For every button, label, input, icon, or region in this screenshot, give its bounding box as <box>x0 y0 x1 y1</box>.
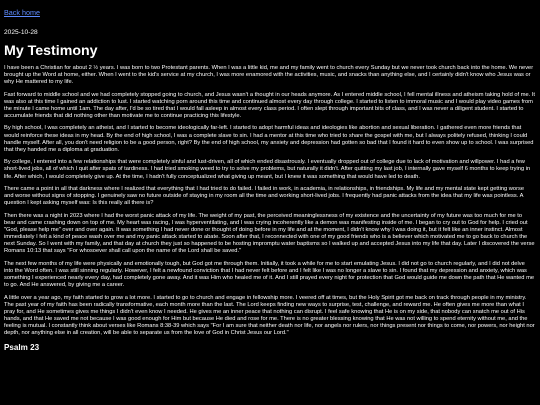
next-section-heading: Psalm 23 <box>4 342 40 352</box>
testimony-page <box>4 2 535 353</box>
paragraph-5: There came a point in all that darkness where I realized that everything that I had tried to do failed. I failed in work, in academia, in relationships, in friendships. My life and my mental state kept getting worse and worse without signs of stopping. I genuinely saw no future outside of staying in my room all the time and working short-lived jobs. I frequently had panic attacks from the idea that my life was pointless. A question I kept asking myself was: Is this really all there is? <box>4 185 525 207</box>
paragraph-1: I have been a Christian for about 2 ½ years. I was born to two Protestant parents. When I was a little kid, me and my family went to church every Sunday but we never took church back into the home. We never brought up the Word at home, either. When I went to the kid's service at my church, I was more enamored with the activities, music, and snacks than anything else, and I certainly didn't know who Jesus was or why He mattered to my life. <box>4 65 534 86</box>
paragraph-3: By high school, I was completely an atheist, and I started to become ideologically far-left. I started to adopt harmful ideas and ideologies like abortion and sexual liberation. I gathered even more friends that would reinforce these ideas in my head. By the end of high school, I was a complete slave to sin. I had a mentor at this time who tried to share the gospel with me, but I always politely refused, thinking I could handle myself. After all, you don't need religion to be a good person, right? By the end of high school, my anxiety and depression had gotten so bad that I found it hard to even show up to school. I was surprised that they handed me a diploma at graduation. <box>4 125 534 153</box>
paragraph-8: A little over a year ago, my faith started to grow a lot more. I started to go to church and engage in fellowship more. I veered off at times, but the Holy Spirit got me back on track through people in my ministry. The past year of my faith has been radically transformative, each month more than the last. The Lord keeps finding new ways to surprise, test, challenge, and reward me. He often gives me more than what I pray for, and He sometimes gives me things I didn't even know I needed. He gives me an inner peace that nothing can disrupt. I feel safe knowing that He is on my side, that nobody can snatch me out of His hands, and that He saved me not because I was good enough for Him but because He died and rose for me. There is no greater blessing knowing that He was not willing to spend eternity without me, and the feeling is mutual. I constantly think about verses like Romans 8:38-39 which says "For I am sure that neither death nor life, nor angels nor rulers, nor things present nor things to come, nor powers, nor height nor depth, nor anything else in all creation, will be able to separate us from the love of God in Christ Jesus our Lord." <box>4 294 535 337</box>
paragraph-6: Then there was a night in 2023 where I had the worst panic attack of my life. The weight of my past, the perceived meaninglessness of my existence and the uncertainty of my future was too much for me to bear and came crashing down on top of me. My heart was racing, I was hyperventilating, and I was crying incoherently like a demon was manifesting inside of me. I began to cry out to God for help. I cried out "God, please help me" over and over again. It was something I had never done or thought of doing before in my life and at the moment, I didn't know why I was doing it, but it felt like an inner instinct. Almost immediately I felt a kind of peace wash over me and my panic attack started to abate. Soon after that, I reconnected with one of my good friends who is a believer which motivated me to go back to church the next Sunday. So I went with my family, and that day at church they just so happened to be hosting impromptu water baptisms so I walked up and accepted Jesus into my life that day. Later I discovered the verse Romans 10:13 that says "For whosoever shall call upon the name of the Lord shall be saved." <box>4 212 535 255</box>
paragraph-4: By college, I entered into a few relationships that were completely sinful and lust-driven, all of which ended disastrously. I eventually dropped out of college due to lack of motivation and willpower. I had a few short-lived jobs, all of which I quit after spats of tardiness. I had tried smoking weed to try to solve my problems, but naturally it didn't. After quitting my last job, I internally gave myself 6 months to keep trying in life. After which, I would completely give up. At the time, I hadn't fully conceptualized what giving up meant, but I knew it was something that would have led to death. <box>4 159 531 180</box>
back-home-link[interactable]: Back home <box>4 8 40 17</box>
post-date: 2025-10-28 <box>4 29 38 36</box>
page-title: My Testimony <box>4 43 98 59</box>
paragraph-7: The next few months of my life were physically and emotionally tough, but God got me through them. Initially, it took a while for me to start emulating Jesus. I did not go to church regularly, and I did not delve into the Word often. I was still sinning regularly. However, I felt a newfound conviction that I had never felt before and I felt like I was no longer a slave to sin. I found that my depression and anxiety, which was something I experienced nearly every day, had completely gone away. And it was Him who healed me of it. And I still prayed every night for protection that God would guide me down the path that He wanted me to go. And He answered, by giving me a career. <box>4 260 535 289</box>
paragraph-2: Fast forward to middle school and we had completely stopped going to church, and Jesus wasn't a thought in our heads anymore. As I entered middle school, I fell mental illness and atheism taking hold of me. It was also at this time I gained an addiction to lust. I started watching porn around this time and continued almost every day through college. I started to listen to immoral music and I would play video games from the minute I came home until 1am. The day after, I'd be so tired that I would fall asleep in almost every class period. I often slept through important bits of class, and I was never a diligent student. I started to accumulate friends that did nothing other than motivate me to continue practicing this lifestyle. <box>4 91 536 120</box>
